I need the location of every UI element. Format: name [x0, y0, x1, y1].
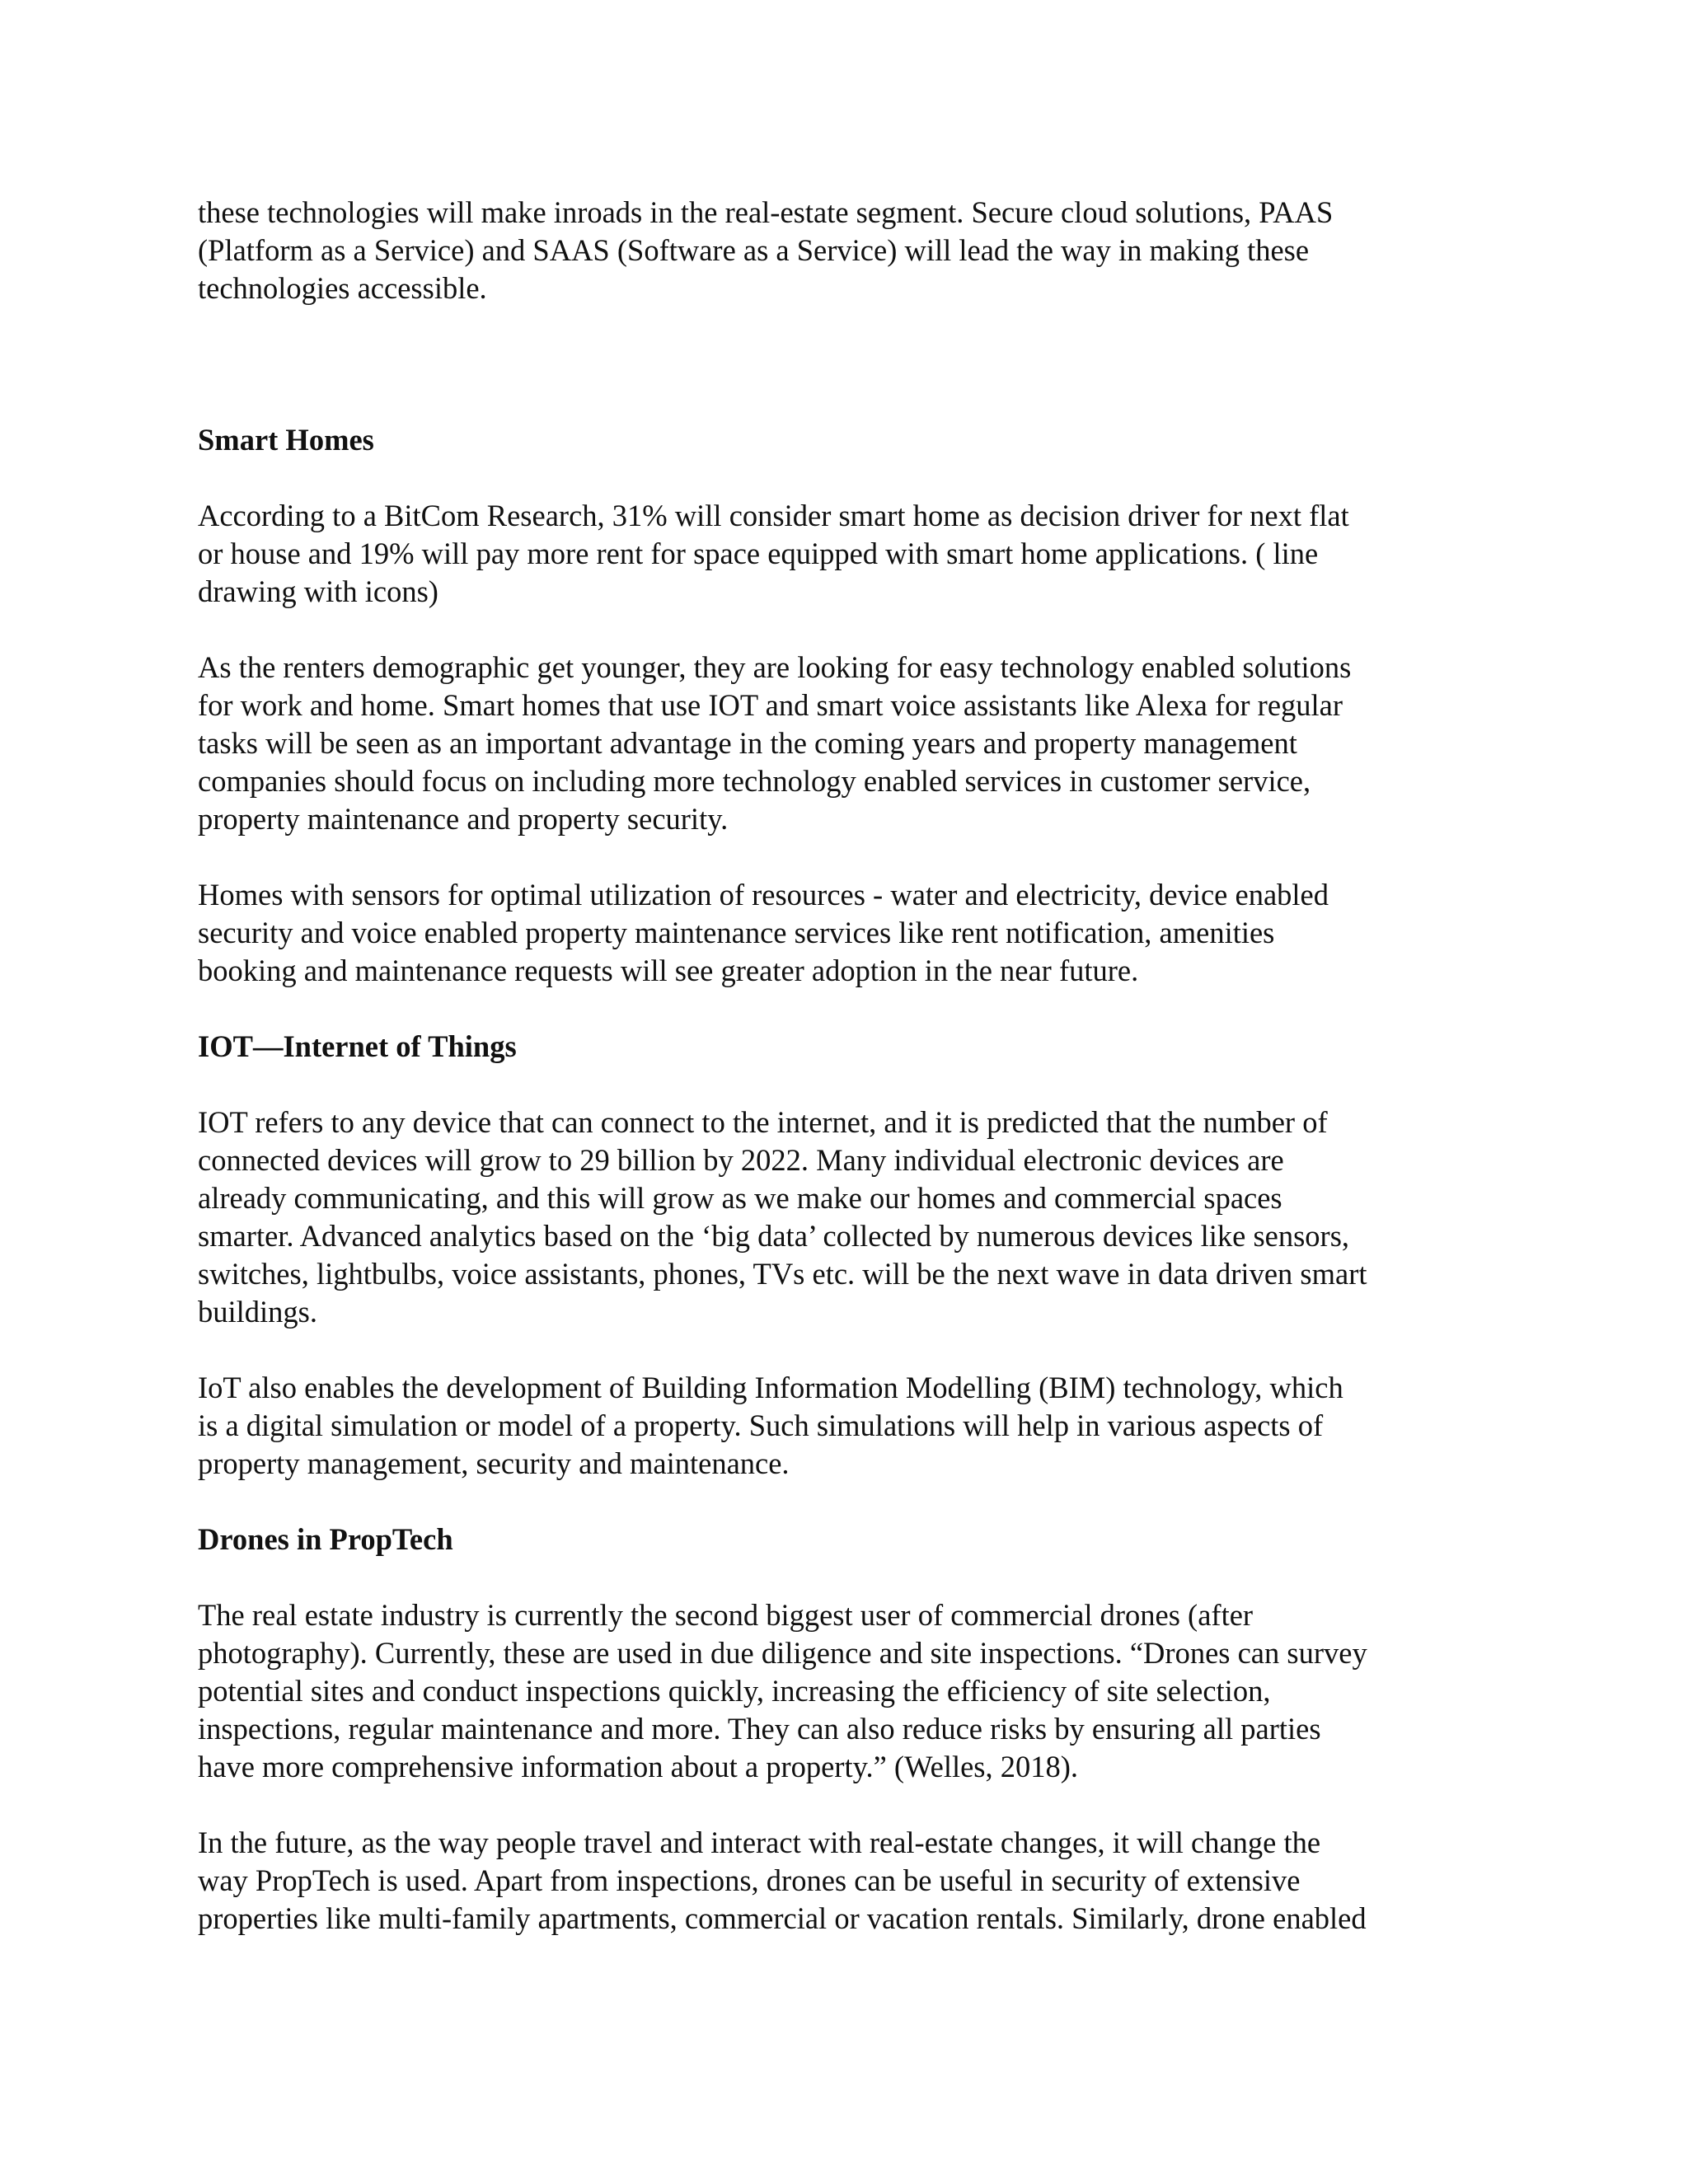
text-line: have more comprehensive information about a property.” (Welles, 2018).	[198, 1750, 1079, 1783]
text-line: photography). Currently, these are used in due diligence and site inspections. “Drones can survey	[198, 1636, 1367, 1670]
text-line: security and voice enabled property maintenance services like rent notification, amenities	[198, 916, 1275, 949]
text-line: tasks will be seen as an important advantage in the coming years and property management	[198, 726, 1297, 760]
text-line: The real estate industry is currently the second biggest user of commercial drones (after	[198, 1598, 1254, 1632]
text-line: is a digital simulation or model of a property. Such simulations will help in various aspects of	[198, 1408, 1324, 1442]
text-line: potential sites and conduct inspections quickly, increasing the efficiency of site selection,	[198, 1674, 1271, 1708]
spacer	[198, 1483, 1500, 1521]
spacer	[198, 1558, 1500, 1596]
spacer	[198, 1786, 1500, 1824]
heading-text: Smart Homes	[198, 423, 374, 457]
heading-text: IOT—Internet of Things	[198, 1029, 517, 1063]
text-line: IoT also enables the development of Building Information Modelling (BIM) technology, which	[198, 1371, 1343, 1404]
text-line: connected devices will grow to 29 billion by 2022. Many individual electronic devices are	[198, 1143, 1284, 1177]
text-line: Homes with sensors for optimal utilization of resources - water and electricity, device enabled	[198, 878, 1329, 912]
heading-text: Drones in PropTech	[198, 1522, 453, 1556]
smart-homes-paragraph-3	[198, 876, 1500, 990]
document-body	[198, 194, 1500, 1938]
section-heading-smart-homes	[198, 421, 1500, 459]
spacer	[198, 459, 1500, 497]
spacer	[198, 838, 1500, 876]
text-line: these technologies will make inroads in the real-estate segment. Secure cloud solutions, PAAS	[198, 195, 1334, 229]
text-line: booking and maintenance requests will see greater adoption in the near future.	[198, 954, 1139, 987]
spacer	[198, 990, 1500, 1028]
text-line: switches, lightbulbs, voice assistants, phones, TVs etc. will be the next wave in data driven smart	[198, 1257, 1367, 1291]
text-line: way PropTech is used. Apart from inspections, drones can be useful in security of extensive	[198, 1863, 1301, 1897]
text-line: property management, security and maintenance.	[198, 1446, 790, 1480]
section-heading-drones	[198, 1521, 1500, 1558]
section-heading-iot	[198, 1028, 1500, 1066]
iot-paragraph-2	[198, 1369, 1500, 1483]
text-line: smarter. Advanced analytics based on the ‘big data’ collected by numerous devices like sensors,	[198, 1219, 1350, 1253]
intro-paragraph	[198, 194, 1500, 307]
spacer	[198, 611, 1500, 649]
text-line: As the renters demographic get younger, they are looking for easy technology enabled solutions	[198, 650, 1352, 684]
spacer	[198, 1331, 1500, 1369]
spacer	[198, 1066, 1500, 1104]
text-line: buildings.	[198, 1295, 318, 1329]
smart-homes-paragraph-2	[198, 649, 1500, 838]
text-line: property maintenance and property security.	[198, 802, 729, 836]
text-line: already communicating, and this will grow as we make our homes and commercial spaces	[198, 1181, 1282, 1215]
text-line: IOT refers to any device that can connect to the internet, and it is predicted that the number of	[198, 1105, 1328, 1139]
drones-paragraph-2	[198, 1824, 1500, 1938]
text-line: According to a BitCom Research, 31% will consider smart home as decision driver for next flat	[198, 499, 1349, 532]
iot-paragraph-1	[198, 1104, 1500, 1331]
smart-homes-paragraph-1	[198, 497, 1500, 611]
text-line: for work and home. Smart homes that use IOT and smart voice assistants like Alexa for regular	[198, 688, 1343, 722]
drones-paragraph-1	[198, 1596, 1500, 1786]
text-line: technologies accessible.	[198, 271, 487, 305]
text-line: inspections, regular maintenance and more. They can also reduce risks by ensuring all parties	[198, 1712, 1321, 1746]
text-line: companies should focus on including more technology enabled services in customer service,	[198, 764, 1311, 798]
text-line: or house and 19% will pay more rent for space equipped with smart home applications. ( line	[198, 537, 1319, 570]
spacer	[198, 307, 1500, 421]
text-line: drawing with icons)	[198, 574, 438, 608]
text-line: properties like multi-family apartments, commercial or vacation rentals. Similarly, drone enabled	[198, 1901, 1367, 1935]
text-line: (Platform as a Service) and SAAS (Software as a Service) will lead the way in making these	[198, 233, 1310, 267]
text-line: In the future, as the way people travel and interact with real-estate changes, it will change the	[198, 1825, 1321, 1859]
